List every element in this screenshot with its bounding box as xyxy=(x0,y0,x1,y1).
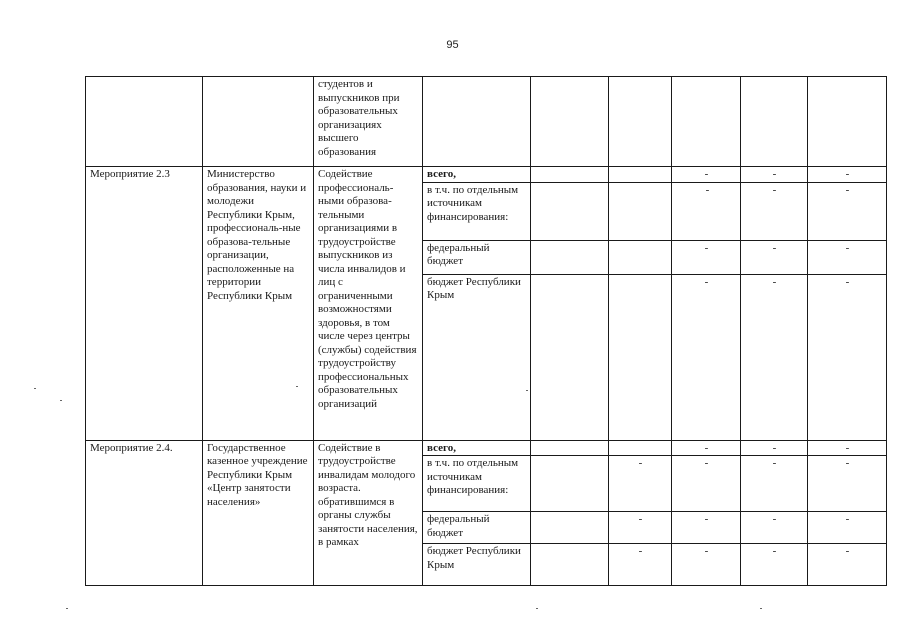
cell-activity-name: Мероприятие 2.3 xyxy=(86,167,203,441)
cell-source: всего, xyxy=(423,440,531,456)
cell-value: - xyxy=(808,240,887,274)
cell-value: - xyxy=(808,182,887,240)
scan-speck xyxy=(536,608,538,609)
cell-source: федеральный бюджет xyxy=(423,512,531,544)
cell-empty xyxy=(609,77,672,167)
cell-source: бюджет Республики Крым xyxy=(423,544,531,586)
table-row xyxy=(86,440,887,456)
cell-value: - xyxy=(672,456,741,512)
cell-value: - xyxy=(741,167,808,183)
cell-empty xyxy=(86,77,203,167)
cell-value: - xyxy=(741,512,808,544)
cell-source: в т.ч. по отдельным источникам финансирования: xyxy=(423,182,531,240)
cell-value xyxy=(531,456,609,512)
cell-value: - xyxy=(609,512,672,544)
cell-source: всего, xyxy=(423,167,531,183)
cell-value: - xyxy=(741,240,808,274)
cell-value xyxy=(531,512,609,544)
cell-value xyxy=(531,274,609,440)
cell-value: - xyxy=(672,512,741,544)
cell-value: - xyxy=(808,274,887,440)
cell-value: - xyxy=(741,440,808,456)
cell-value xyxy=(531,440,609,456)
cell-value xyxy=(609,240,672,274)
cell-empty xyxy=(203,77,314,167)
cell-value xyxy=(531,544,609,586)
cell-empty xyxy=(808,77,887,167)
cell-value xyxy=(531,182,609,240)
cell-value: - xyxy=(808,440,887,456)
cell-source: федеральный бюджет xyxy=(423,240,531,274)
cell-source: в т.ч. по отдельным источникам финансирования: xyxy=(423,456,531,512)
cell-description: Содействие профессиональ-ными образова-тельными организациями в трудоустройстве выпускников из числа инвалидов и лиц с ограниченными возможностями здоровья, в том числе через центры (службы) содействия трудоустройству профессиональных образовательных организаций xyxy=(314,167,423,441)
cell-value xyxy=(609,274,672,440)
cell-empty xyxy=(741,77,808,167)
cell-value xyxy=(531,240,609,274)
cell-executor: Министерство образования, науки и молодежи Республики Крым, профессиональ-ные образова-тельные организации, расположенные на территории Республики Крым xyxy=(203,167,314,441)
budget-table xyxy=(85,76,887,586)
table-row xyxy=(86,77,887,167)
cell-description: Содействие в трудоустройстве инвалидам молодого возраста. обратившимся в органы службы занятости населения, в рамках xyxy=(314,440,423,586)
cell-value: - xyxy=(808,167,887,183)
cell-empty xyxy=(423,77,531,167)
scan-speck xyxy=(526,390,528,391)
scan-speck xyxy=(760,608,762,609)
cell-empty xyxy=(531,77,609,167)
cell-value: - xyxy=(808,512,887,544)
cell-value: - xyxy=(609,456,672,512)
cell-value: - xyxy=(808,544,887,586)
scan-speck xyxy=(296,386,298,387)
scan-speck xyxy=(60,400,62,401)
cell-value: - xyxy=(741,182,808,240)
cell-empty xyxy=(672,77,741,167)
cell-activity-name: Мероприятие 2.4. xyxy=(86,440,203,586)
cell-value xyxy=(609,182,672,240)
cell-value: - xyxy=(672,440,741,456)
cell-value: - xyxy=(741,544,808,586)
cell-value xyxy=(531,167,609,183)
cell-value: - xyxy=(672,240,741,274)
scan-speck xyxy=(34,388,36,389)
table-row xyxy=(86,167,887,183)
page-number: 95 xyxy=(446,39,459,51)
cell-value xyxy=(609,167,672,183)
cell-executor: Государственное казенное учреждение Республики Крым «Центр занятости населения» xyxy=(203,440,314,586)
scan-speck xyxy=(66,608,68,609)
cell-value: - xyxy=(672,182,741,240)
cell-description: студентов и выпускников при образовательных организациях высшего образования xyxy=(314,77,423,167)
cell-source: бюджет Республики Крым xyxy=(423,274,531,440)
cell-value: - xyxy=(808,456,887,512)
cell-value: - xyxy=(741,274,808,440)
cell-value: - xyxy=(741,456,808,512)
cell-value: - xyxy=(609,544,672,586)
cell-value: - xyxy=(672,274,741,440)
cell-value: - xyxy=(672,544,741,586)
cell-value: - xyxy=(672,167,741,183)
cell-value xyxy=(609,440,672,456)
